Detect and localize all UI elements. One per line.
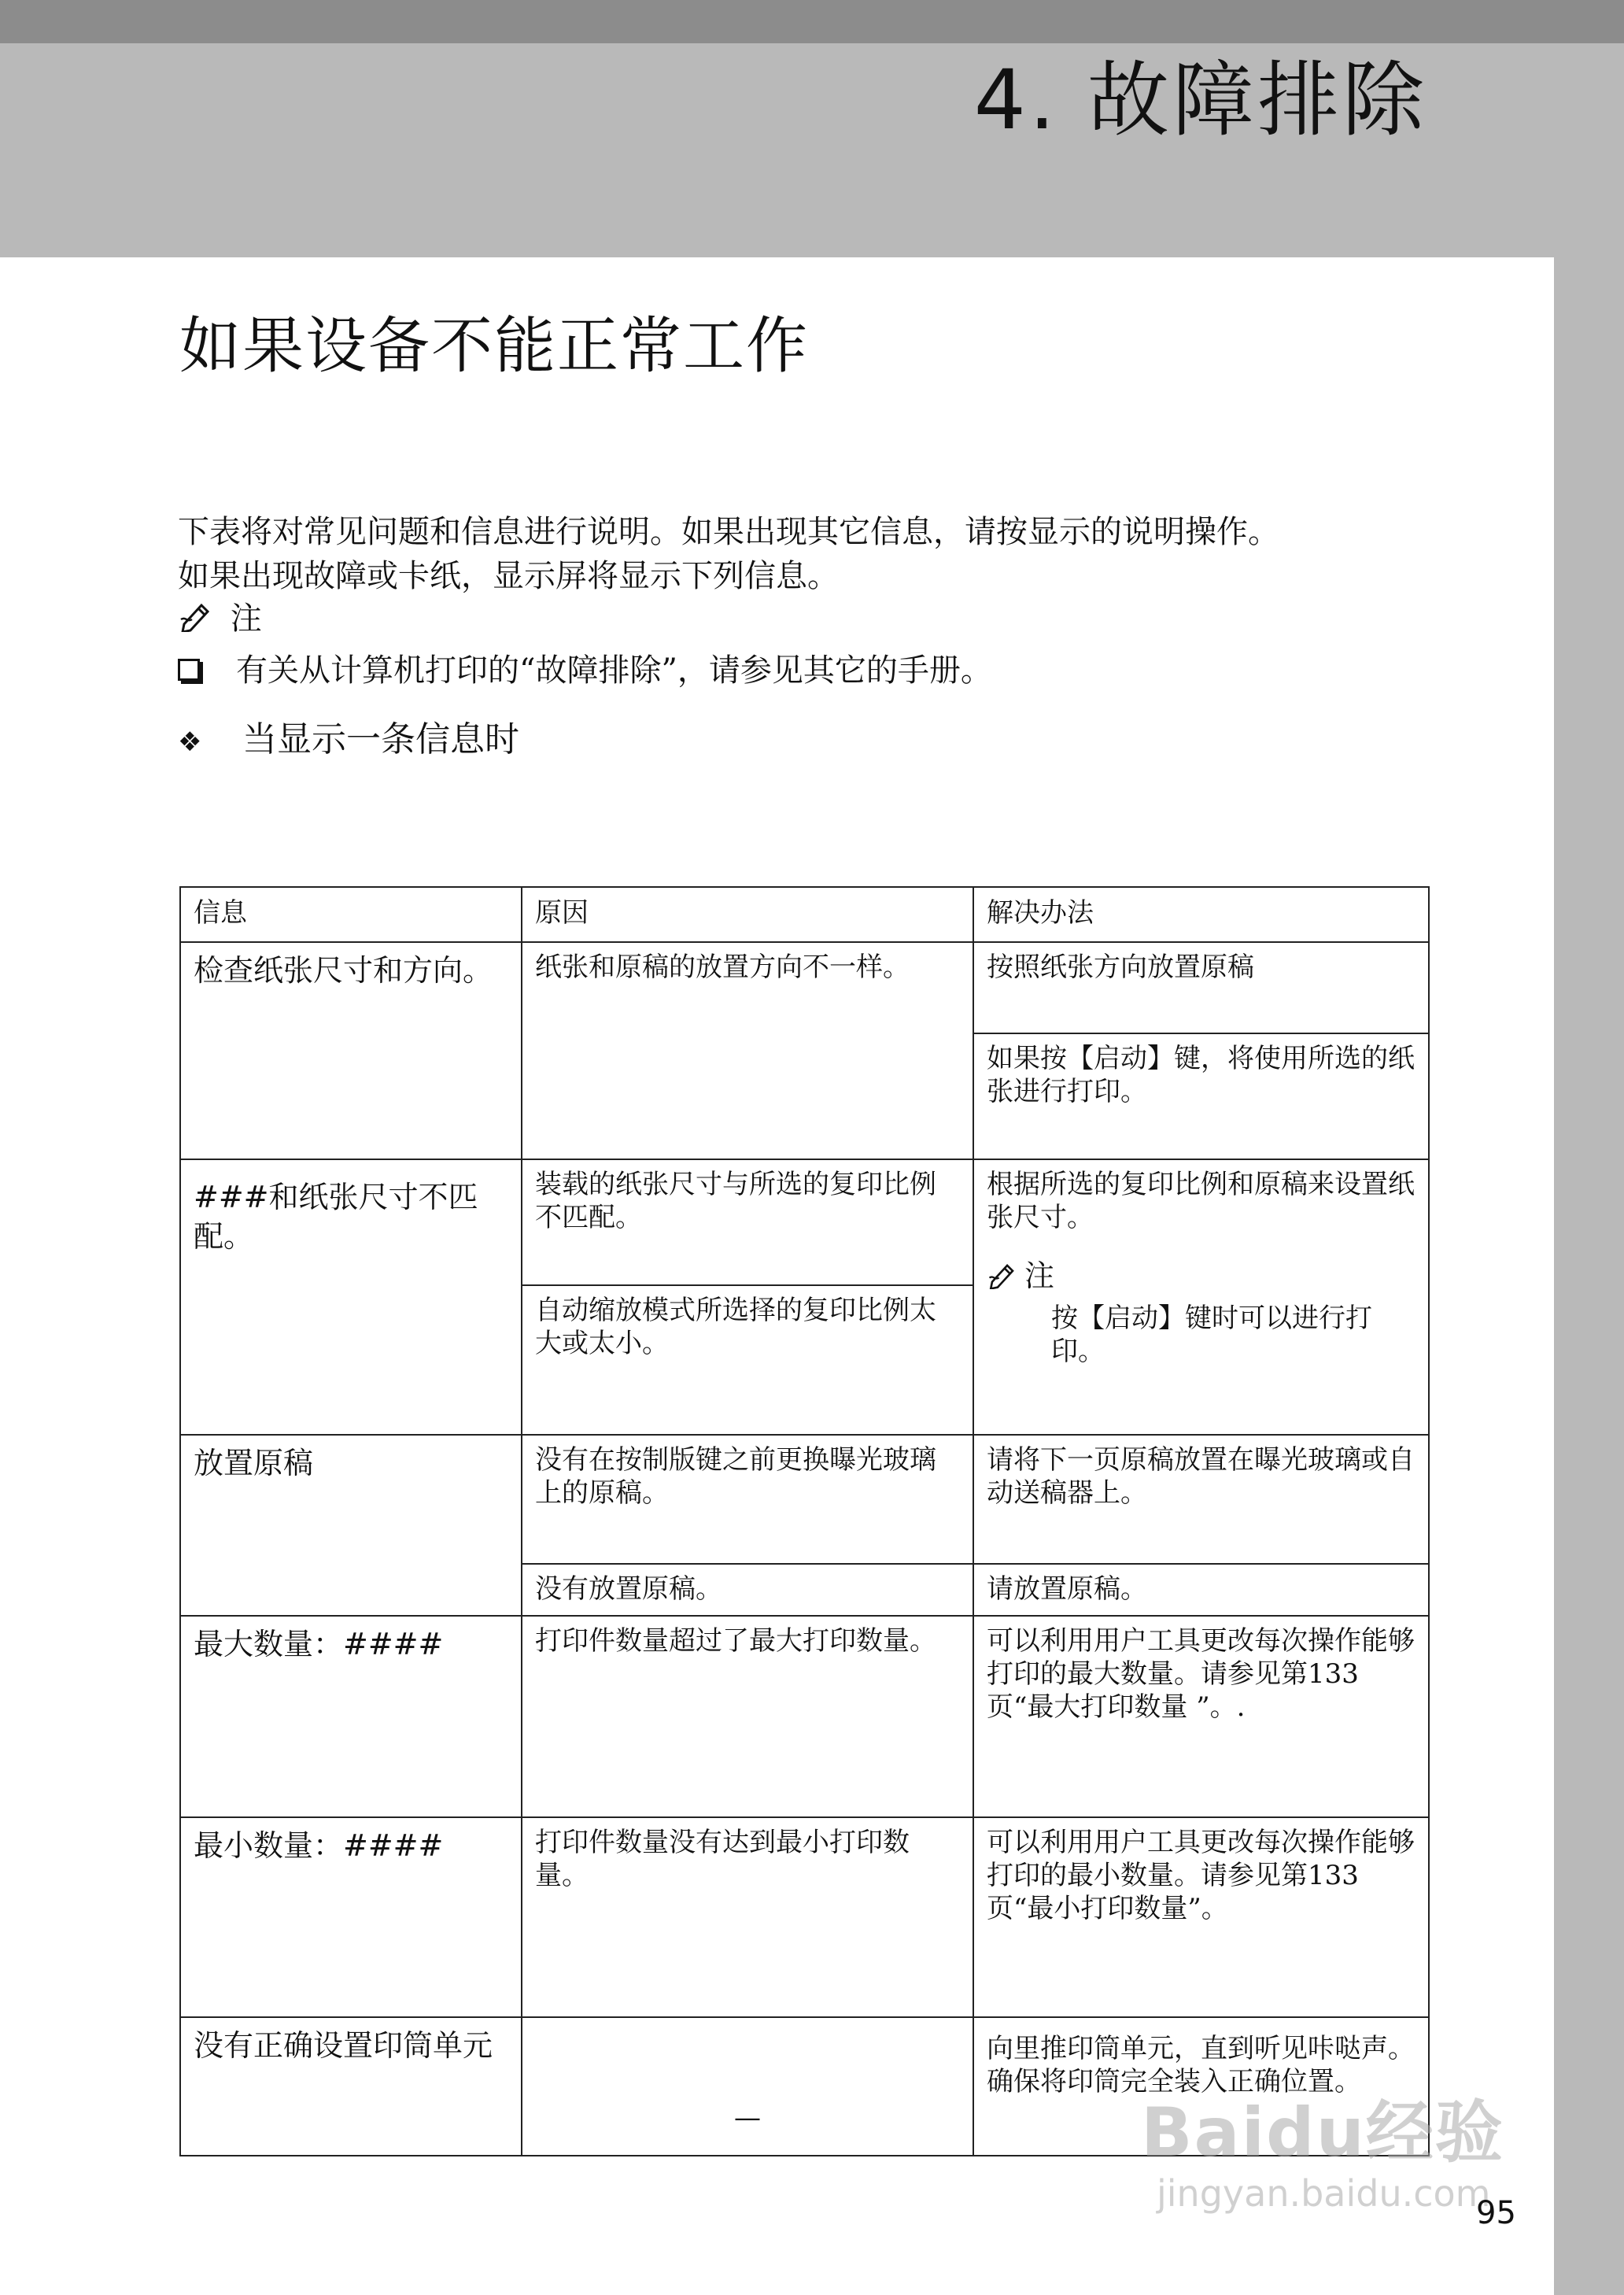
- cause-cell: 打印件数量没有达到最小打印数量。: [522, 1817, 973, 2017]
- intro-line-2: 如果出现故障或卡纸，显示屏将显示下列信息。: [178, 558, 839, 594]
- right-margin-band: [1554, 257, 1624, 2295]
- solution-cell: 可以利用用户工具更改每次操作能够打印的最大数量。请参见第133页“最大打印数量 ”。.: [973, 1616, 1429, 1817]
- chapter-title: 4. 故障排除: [973, 52, 1427, 148]
- note-item-text: 有关从计算机打印的“故障排除”，请参见其它的手册。: [236, 652, 992, 689]
- message-cell: 最小数量：####: [180, 1817, 522, 2017]
- solution-cell: 按照纸张方向放置原稿: [973, 942, 1429, 1033]
- baidu-watermark-url: jingyan.baidu.com: [1157, 2172, 1491, 2215]
- header-cause: 原因: [522, 887, 973, 942]
- solution-cell: 如果按【启动】键，将使用所选的纸张进行打印。: [973, 1033, 1429, 1159]
- header-solution: 解决办法: [973, 887, 1429, 942]
- section-title: 如果设备不能正常工作: [179, 311, 810, 382]
- solution-cell: 可以利用用户工具更改每次操作能够打印的最小数量。请参见第133页“最小打印数量”。: [973, 1817, 1429, 2017]
- inline-note: [987, 1256, 1415, 1297]
- baidu-watermark: Baidu经验: [1141, 2094, 1504, 2172]
- table-row: [180, 1817, 1429, 2017]
- solution-cell: 请将下一页原稿放置在曝光玻璃或自动送稿器上。: [973, 1435, 1429, 1564]
- message-cell: 没有正确设置印筒单元: [180, 2017, 522, 2156]
- cause-cell: 装载的纸张尺寸与所选的复印比例不匹配。: [522, 1159, 973, 1285]
- pencil-note-icon: [178, 601, 220, 642]
- cause-cell: 没有在按制版键之前更换曝光玻璃上的原稿。: [522, 1435, 973, 1564]
- message-cell: ###和纸张尺寸不匹配。: [180, 1159, 522, 1435]
- cause-cell: 纸张和原稿的放置方向不一样。: [522, 942, 973, 1159]
- table-row: [180, 1435, 1429, 1564]
- note-label: 注: [230, 601, 262, 637]
- solution-cell: 请放置原稿。: [973, 1564, 1429, 1616]
- header-top-strip: [0, 0, 1624, 43]
- message-cell: 放置原稿: [180, 1435, 522, 1616]
- cause-cell: —: [522, 2017, 973, 2156]
- cause-cell: 打印件数量超过了最大打印数量。: [522, 1616, 973, 1817]
- message-cell: 检查纸张尺寸和方向。: [180, 942, 522, 1159]
- message-cell: 最大数量：####: [180, 1616, 522, 1817]
- solution-text: 根据所选的复印比例和原稿来设置纸张尺寸。: [987, 1169, 1415, 1233]
- message-table: [179, 886, 1430, 2156]
- table-row: [180, 1616, 1429, 1817]
- solution-cell: 向里推印筒单元，直到听见咔哒声。确保将印筒完全装入正确位置。: [973, 2017, 1429, 2156]
- subheading: [178, 716, 519, 766]
- table-row: [180, 1159, 1429, 1285]
- inline-note-label: 注: [1024, 1258, 1055, 1293]
- inline-note-item: [987, 1302, 1415, 1368]
- table-row: [180, 942, 1429, 1033]
- pencil-note-icon: [987, 1261, 1024, 1297]
- note-heading: [178, 598, 262, 642]
- cause-cell: 没有放置原稿。: [522, 1564, 973, 1616]
- page-number: 95: [1476, 2195, 1516, 2231]
- checkbox-bullet-icon: [178, 659, 200, 681]
- cause-cell: 自动缩放模式所选择的复印比例太大或太小。: [522, 1285, 973, 1435]
- intro-line-1: 下表将对常见问题和信息进行说明。如果出现其它信息，请按显示的说明操作。: [178, 514, 1279, 550]
- diamond-bullet-icon: ❖: [178, 726, 202, 758]
- subheading-text: 当显示一条信息时: [242, 719, 519, 759]
- intro-paragraph: [178, 510, 1437, 598]
- inline-note-text: 按【启动】键时可以进行打印。: [1051, 1303, 1372, 1367]
- header-message: 信息: [180, 887, 522, 942]
- note-item: [178, 649, 992, 693]
- solution-cell: [973, 1159, 1429, 1435]
- table-header-row: [180, 887, 1429, 942]
